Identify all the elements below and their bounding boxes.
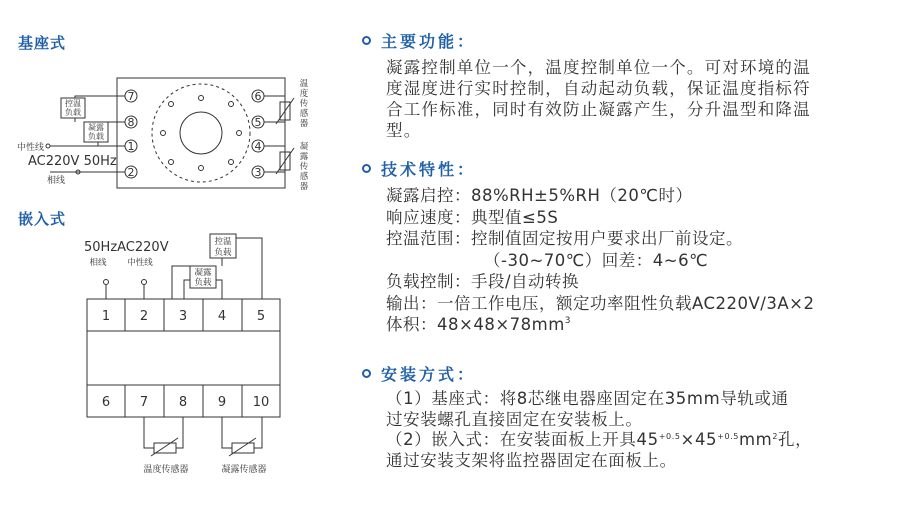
tech-section: [362, 157, 476, 179]
spec-label: 输出：: [386, 293, 437, 313]
socket-ring: [152, 84, 250, 182]
spec-load: [386, 271, 814, 293]
embed-terminal-9: 9: [217, 395, 227, 410]
tech-spec-list: [386, 185, 814, 336]
embed-terminal-1: 1: [101, 309, 111, 324]
embed-temp-load-line1: 控温: [214, 237, 232, 247]
socket-line-label: 相线: [47, 176, 66, 186]
install-area-sup: 2: [772, 432, 779, 441]
socket-dew-sensor-c4: 感: [299, 172, 309, 182]
spec-value: 一倍工作电压，额定功率阻性负载AC220V/3A×2: [437, 293, 815, 313]
spec-label: 响应速度：: [386, 207, 471, 227]
socket-pin-7: 7: [127, 90, 135, 103]
spec-volume: [386, 314, 814, 336]
main-function-line: 凝露控制单位一个，温度控制单位一个。可对环境的温: [386, 58, 811, 77]
socket-pin-2: 2: [127, 166, 135, 179]
embed-supply-label: 50HzAC220V: [84, 240, 169, 255]
spec-value: （-30~70℃）回差：4~6℃: [484, 250, 709, 270]
socket-pin-5: 5: [254, 116, 262, 129]
socket-supply-label: AC220V 50Hz: [28, 154, 117, 169]
main-function-heading: [362, 29, 476, 51]
install-text: [386, 389, 812, 471]
embed-dew-load-line1: 凝露: [194, 268, 212, 278]
embed-line-label: 相线: [89, 258, 107, 268]
embed-terminal-8: 8: [178, 395, 188, 410]
socket-pin-6: 6: [254, 90, 262, 103]
embed-temp-sensor-label: 温度传感器: [143, 465, 189, 475]
embed-terminal-3: 3: [178, 309, 188, 324]
socket-neutral-label: 中性线: [17, 143, 45, 153]
socket-dew-sensor-c1: 凝: [299, 142, 309, 152]
embed-terminal-6: 6: [101, 395, 111, 410]
socket-pin-4: 4: [254, 140, 262, 153]
install-tolerance-sup: +0.5: [717, 432, 739, 441]
spec-label: 凝露启控：: [386, 186, 471, 205]
spec-label: 控温范围：: [386, 229, 471, 248]
install-text-part: ×45: [680, 430, 718, 449]
install-section: [362, 362, 476, 384]
install-heading: [362, 362, 476, 384]
main-function-line: 度湿度进行实时控制，自动起动负载，保证温度指标符: [386, 79, 811, 98]
socket-temp-sensor-c2: 度: [299, 89, 309, 99]
spec-output: [386, 293, 814, 315]
socket-wiring-diagram: [0, 60, 330, 200]
embed-terminal-4: 4: [217, 309, 227, 324]
spec-value: 88%RH±5%RH（20℃时）: [471, 186, 693, 205]
bullet-ring-icon: [362, 164, 371, 173]
socket-center: [180, 112, 222, 154]
socket-temp-sensor-c1: 温: [299, 79, 309, 89]
socket-dew-load-line2: 负载: [88, 132, 104, 141]
main-function-heading-text: 主要功能：: [381, 31, 477, 51]
spec-label: 体积：: [386, 315, 437, 334]
socket-temp-sensor-c3: 传: [299, 99, 309, 109]
embed-dew-load-line2: 负载: [194, 278, 212, 288]
embed-wiring-diagram: [0, 228, 330, 478]
socket-pin-8: 8: [127, 116, 135, 129]
embed-terminal-2: 2: [139, 309, 149, 324]
install-line: 过安装螺孔直接固定在安装板上。: [386, 409, 643, 429]
install-text-part: （2）嵌入式：在安装面板上开具45: [386, 430, 659, 449]
install-text-part: 孔，: [778, 430, 813, 449]
socket-temp-sensor-c4: 感: [299, 109, 309, 119]
spec-temp-range-2: [386, 250, 814, 272]
socket-pin-3: 3: [254, 166, 262, 179]
main-function-section: [362, 29, 476, 51]
spec-label: 负载控制：: [386, 272, 471, 291]
main-function-line: 型。: [386, 121, 422, 140]
install-line: （1）基座式：将8芯继电器座固定在35mm导轨或通: [386, 389, 789, 408]
main-function-line: 合工作标准，同时有效防止凝露产生，分升温型和降温: [386, 100, 811, 119]
spec-value: 典型值≤5S: [471, 207, 559, 227]
spec-volume-sup: 3: [564, 316, 572, 326]
socket-type-title: 基座式: [18, 34, 67, 52]
embed-terminal-10: 10: [252, 395, 270, 410]
install-text-part: mm: [738, 430, 773, 449]
socket-dew-sensor-c5: 器: [299, 182, 309, 192]
socket-pin-1: 1: [127, 140, 135, 153]
main-function-text: [386, 57, 811, 141]
socket-dew-load-line1: 凝露: [88, 123, 104, 132]
install-line: 通过安装支架将监控器固定在面板上。: [386, 450, 677, 470]
socket-dew-sensor-c2: 露: [299, 152, 309, 162]
socket-temp-load-line1: 控温: [65, 99, 81, 108]
spec-temp-range: [386, 228, 814, 250]
embed-neutral-label: 中性线: [127, 258, 153, 268]
spec-value: 手段/自动转换: [471, 272, 580, 291]
embed-terminal-7: 7: [139, 395, 149, 410]
embed-dew-sensor-label: 凝露传感器: [221, 465, 267, 475]
bullet-ring-icon: [362, 369, 371, 378]
spec-value: 控制值固定按用户要求出厂前设定。: [471, 229, 743, 248]
install-tolerance-sup: +0.5: [658, 432, 681, 441]
embed-temp-load-line2: 负载: [214, 248, 232, 258]
socket-dew-sensor-c3: 传: [299, 162, 309, 172]
bullet-ring-icon: [362, 36, 371, 45]
spec-value: 48×48×78mm: [437, 315, 565, 334]
install-line: [386, 430, 812, 451]
socket-temp-load-line2: 负载: [65, 108, 81, 117]
embed-type-title: 嵌入式: [18, 210, 67, 228]
install-heading-text: 安装方式：: [381, 364, 477, 384]
tech-heading-text: 技术特性：: [381, 159, 477, 179]
tech-heading: [362, 157, 476, 179]
socket-temp-sensor-c5: 器: [299, 119, 309, 129]
spec-dew-start: [386, 185, 814, 207]
embed-terminal-5: 5: [256, 309, 266, 324]
spec-response: [386, 207, 814, 229]
